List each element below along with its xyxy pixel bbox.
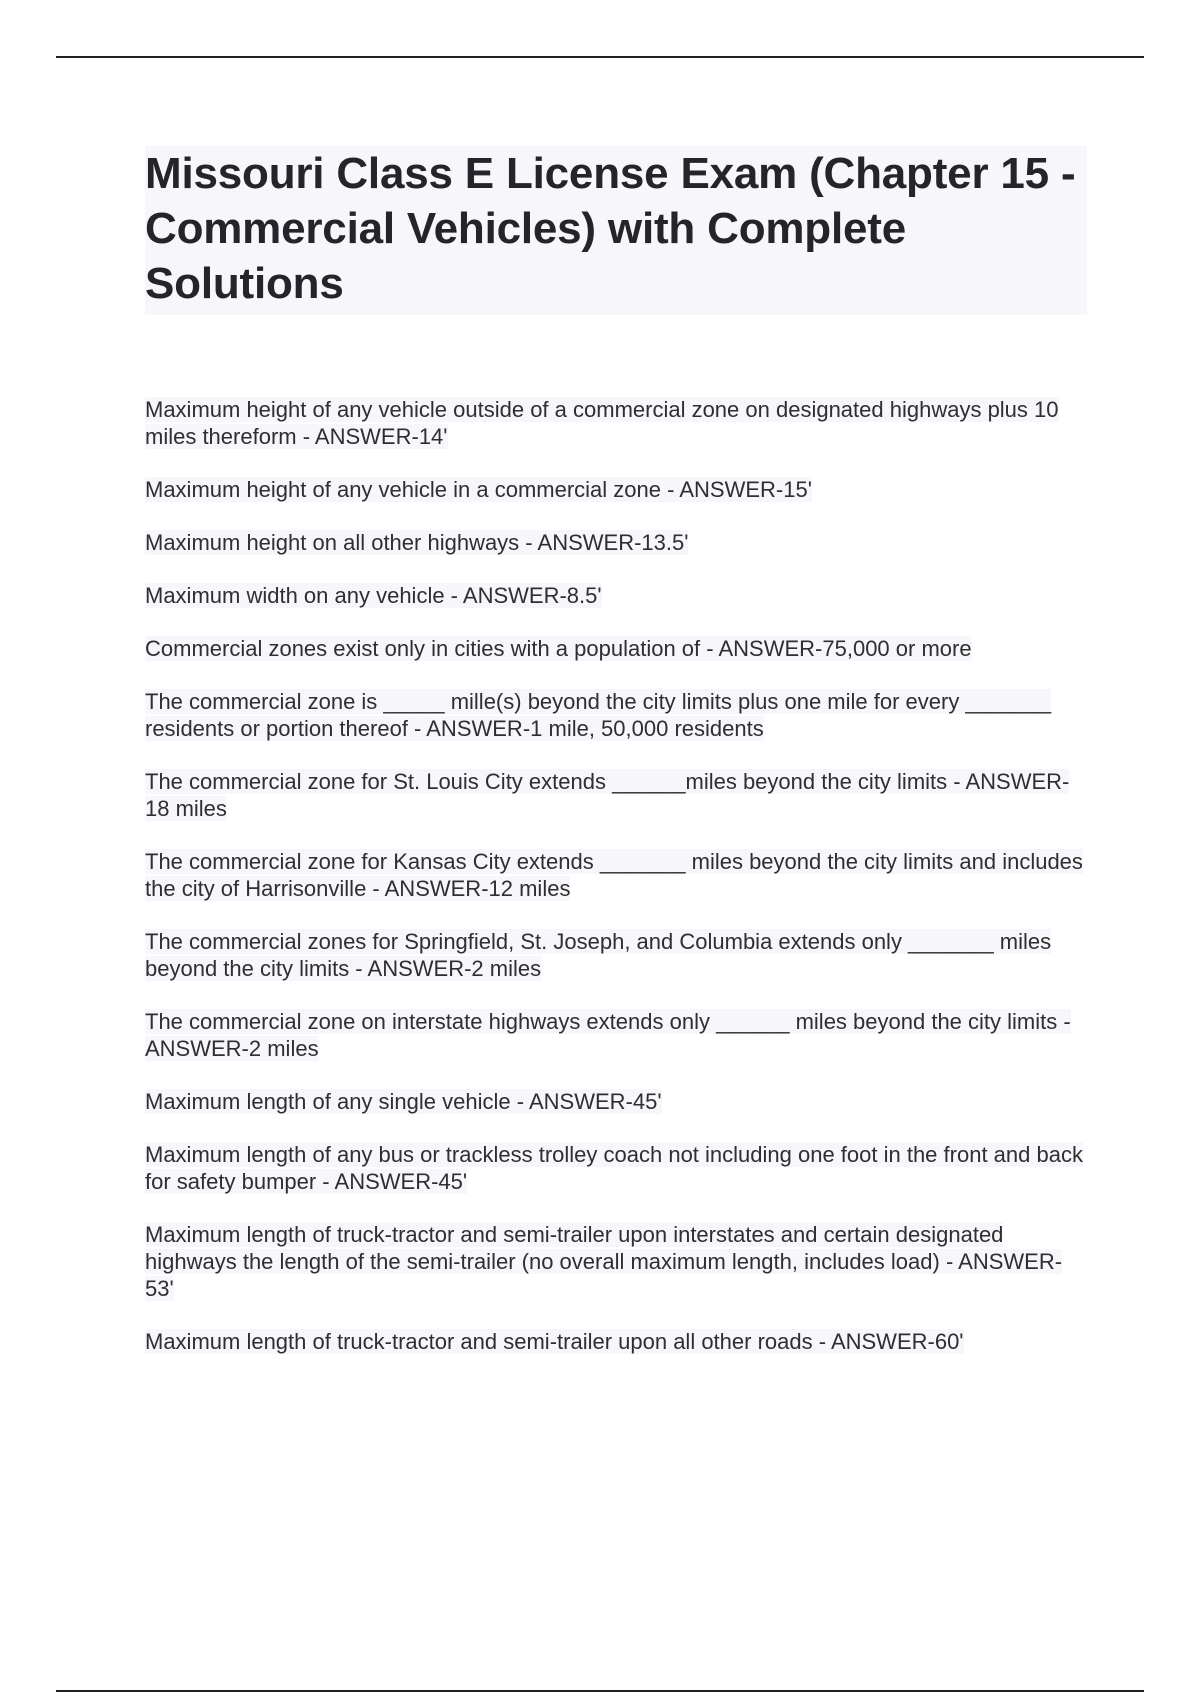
qa-item bbox=[145, 1088, 1090, 1115]
qa-item bbox=[145, 1141, 1090, 1195]
qa-item-text: Maximum length of truck-tractor and semi-trailer upon all other roads - ANSWER-60' bbox=[145, 1329, 964, 1354]
qa-item-text: The commercial zone on interstate highways extends only ______ miles beyond the city limits - ANSWER-2 miles bbox=[145, 1009, 1071, 1061]
qa-item-text: Maximum height of any vehicle in a commercial zone - ANSWER-15' bbox=[145, 477, 812, 502]
qa-item bbox=[145, 1221, 1090, 1302]
qa-item-text: Maximum length of any bus or trackless trolley coach not including one foot in the front and back for safety bumper - ANSWER-45' bbox=[145, 1142, 1083, 1194]
qa-item-text: Maximum width on any vehicle - ANSWER-8.5' bbox=[145, 583, 602, 608]
qa-item bbox=[145, 529, 1090, 556]
qa-item bbox=[145, 1008, 1090, 1062]
qa-item-text: The commercial zones for Springfield, St. Joseph, and Columbia extends only _______ miles beyond the city limits - ANSWER-2 miles bbox=[145, 929, 1052, 981]
qa-item bbox=[145, 396, 1090, 450]
qa-item-text: The commercial zone for Kansas City extends _______ miles beyond the city limits and includes the city of Harrisonville - ANSWER-12 miles bbox=[145, 849, 1083, 901]
qa-item-text: Maximum height on all other highways - ANSWER-13.5' bbox=[145, 530, 689, 555]
qa-item bbox=[145, 476, 1090, 503]
qa-item-text: The commercial zone is _____ mille(s) beyond the city limits plus one mile for every _______ residents or portion thereof - ANSWER-1 mile, 50,000 residents bbox=[145, 689, 1052, 741]
qa-item bbox=[145, 688, 1090, 742]
qa-item-text: Maximum length of truck-tractor and semi-trailer upon interstates and certain designated highways the length of the semi-trailer (no overall maximum length, includes load) - ANSWER-53' bbox=[145, 1222, 1063, 1301]
qa-item-text: Commercial zones exist only in cities with a population of - ANSWER-75,000 or more bbox=[145, 636, 972, 661]
bottom-rule bbox=[56, 1690, 1144, 1692]
document-title: Missouri Class E License Exam (Chapter 15 - Commercial Vehicles) with Complete Solutions bbox=[145, 149, 1076, 308]
qa-item bbox=[145, 1328, 1090, 1355]
qa-item bbox=[145, 928, 1090, 982]
question-answer-list bbox=[145, 396, 1090, 1381]
qa-item bbox=[145, 635, 1090, 662]
title-block bbox=[145, 146, 1087, 315]
qa-item bbox=[145, 848, 1090, 902]
qa-item-text: The commercial zone for St. Louis City extends ______miles beyond the city limits - ANSWER-18 miles bbox=[145, 769, 1070, 821]
qa-item bbox=[145, 582, 1090, 609]
qa-item-text: Maximum height of any vehicle outside of a commercial zone on designated highways plus 10 miles thereform - ANSWER-14' bbox=[145, 397, 1059, 449]
qa-item bbox=[145, 768, 1090, 822]
qa-item-text: Maximum length of any single vehicle - ANSWER-45' bbox=[145, 1089, 662, 1114]
top-rule bbox=[56, 56, 1144, 58]
